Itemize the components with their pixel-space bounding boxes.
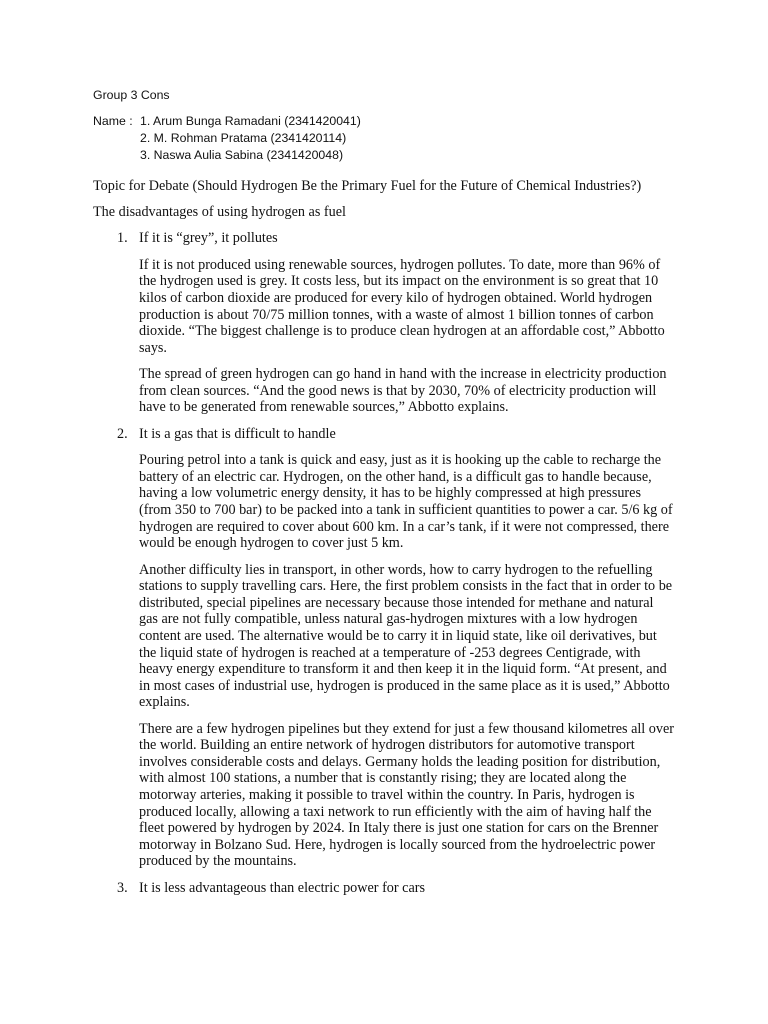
paragraph — [139, 721, 768, 870]
paragraph-line: battery of an electric car. Hydrogen, on the other hand, is a difficult gas to handle because, — [139, 468, 652, 485]
list-item-heading — [117, 879, 768, 897]
paragraph-line: production is about 70/75 million tonnes, with a waste of almost 1 billion tonnes of carbon — [139, 306, 654, 323]
paragraph-line: gas are not fully compatible, unless natural gas-hydrogen mixtures with a low hydrogen — [139, 611, 638, 628]
paragraph-line: the world. Building an entire network of hydrogen distributors for automotive transport — [139, 737, 635, 754]
paragraph-line: The spread of green hydrogen can go hand in hand with the increase in electricity production — [139, 366, 667, 383]
paragraph-line: says. — [139, 339, 167, 356]
paragraph-line: Another difficulty lies in transport, in other words, how to carry hydrogen to the refuelling — [139, 561, 653, 578]
list-number: 3. — [117, 879, 128, 896]
paragraph-line: with almost 100 stations, a number that is constantly rising; they are located along the — [139, 770, 627, 787]
paragraph-line: explains. — [139, 694, 190, 711]
paragraph-line: heavy energy expenditure to transform it and then keep it in the liquid form. “At present, and — [139, 661, 667, 678]
list-item-heading — [117, 425, 768, 443]
member-list — [140, 113, 361, 164]
paragraph — [139, 257, 768, 357]
paragraph — [139, 452, 768, 552]
paragraph-line: having a low volumetric energy density, it has to be highly compressed at high pressures — [139, 485, 641, 502]
member-item: 2. M. Rohman Pratama (2341420114) — [140, 130, 347, 145]
list-item-heading — [117, 230, 768, 247]
name-label: Name : — [93, 113, 133, 128]
paragraph-line: produced by the mountains. — [139, 853, 297, 870]
paragraph — [139, 562, 768, 711]
paragraph-line: fleet powered by hydrogen by 2024. In Italy there is just one station for cars on the Brenner — [139, 820, 659, 837]
paragraph-line: the hydrogen used is grey. It costs less, but its impact on the environment is so great that 10 — [139, 273, 659, 290]
paragraph-line: Pouring petrol into a tank is quick and easy, just as it is hooking up the cable to recharge the — [139, 452, 662, 469]
paragraph-line: hydrogen are required to cover about 600 km. In a car’s tank, if it were not compressed, there — [139, 518, 670, 535]
paragraph-line: distributed, special pipelines are necessary because those intended for methane and natural — [139, 594, 654, 611]
list-item-title: It is a gas that is difficult to handle — [139, 425, 336, 442]
paragraph — [139, 366, 768, 416]
paragraph-line: content are used. The alternative would be to carry it in liquid state, like oil derivatives, but — [139, 627, 657, 644]
paragraph-line: (from 350 to 700 bar) to be packed into a tank in sufficient quantities to power a car. 5/6 kg of — [139, 501, 673, 518]
paragraph-line: motorway in Bolzano Sud. Here, hydrogen is locally sourced from the hydroelectric power — [139, 836, 656, 853]
paragraph-line: dioxide. “The biggest challenge is to produce clean hydrogen at an affordable cost,” Abbotto — [139, 323, 665, 340]
group-title: Group 3 Cons — [93, 88, 170, 102]
member-item: 1. Arum Bunga Ramadani (2341420041) — [140, 113, 361, 128]
list-item-title: It is less advantageous than electric power for cars — [139, 879, 426, 896]
paragraph-line: have to be generated from renewable sources,” Abbotto explains. — [139, 399, 509, 416]
paragraph-line: There are a few hydrogen pipelines but they extend for just a few thousand kilometres all over — [139, 720, 675, 737]
list-item-title: If it is “grey”, it pollutes — [139, 230, 278, 247]
paragraph-line: would be enough hydrogen to cover just 5 km. — [139, 535, 404, 552]
paragraph-line: in most cases of industrial use, hydrogen is produced in the same place as it is used,” Abbotto — [139, 677, 670, 694]
list-number: 2. — [117, 425, 128, 442]
member-item: 3. Naswa Aulia Sabina (2341420048) — [140, 147, 344, 162]
paragraph-line: motorway arteries, making it possible to travel within the country. In Paris, hydrogen is — [139, 787, 635, 804]
paragraph-line: the liquid state of hydrogen is reached at a temperature of -253 degrees Centigrade, with — [139, 644, 641, 661]
paragraph-line: involves considerable costs and delays. Germany holds the leading position for distribution, — [139, 753, 661, 770]
list-number: 1. — [117, 230, 128, 247]
paragraph-line: stations to supply travelling cars. Here, the first problem consists in the fact that in order to be — [139, 578, 673, 595]
section-heading: The disadvantages of using hydrogen as fuel — [93, 204, 346, 221]
paragraph-line: produced locally, allowing a taxi network to run efficiently with the aim of having half the — [139, 803, 652, 820]
paragraph-line: If it is not produced using renewable sources, hydrogen pollutes. To date, more than 96% of — [139, 256, 661, 273]
member-block — [93, 113, 768, 164]
topic-heading: Topic for Debate (Should Hydrogen Be the Primary Fuel for the Future of Chemical Industries?) — [93, 177, 642, 194]
paragraph-line: from clean sources. “And the good news is that by 2030, 70% of electricity production will — [139, 382, 657, 399]
paragraph-line: kilos of carbon dioxide are produced for every kilo of hydrogen obtained. World hydrogen — [139, 290, 653, 307]
